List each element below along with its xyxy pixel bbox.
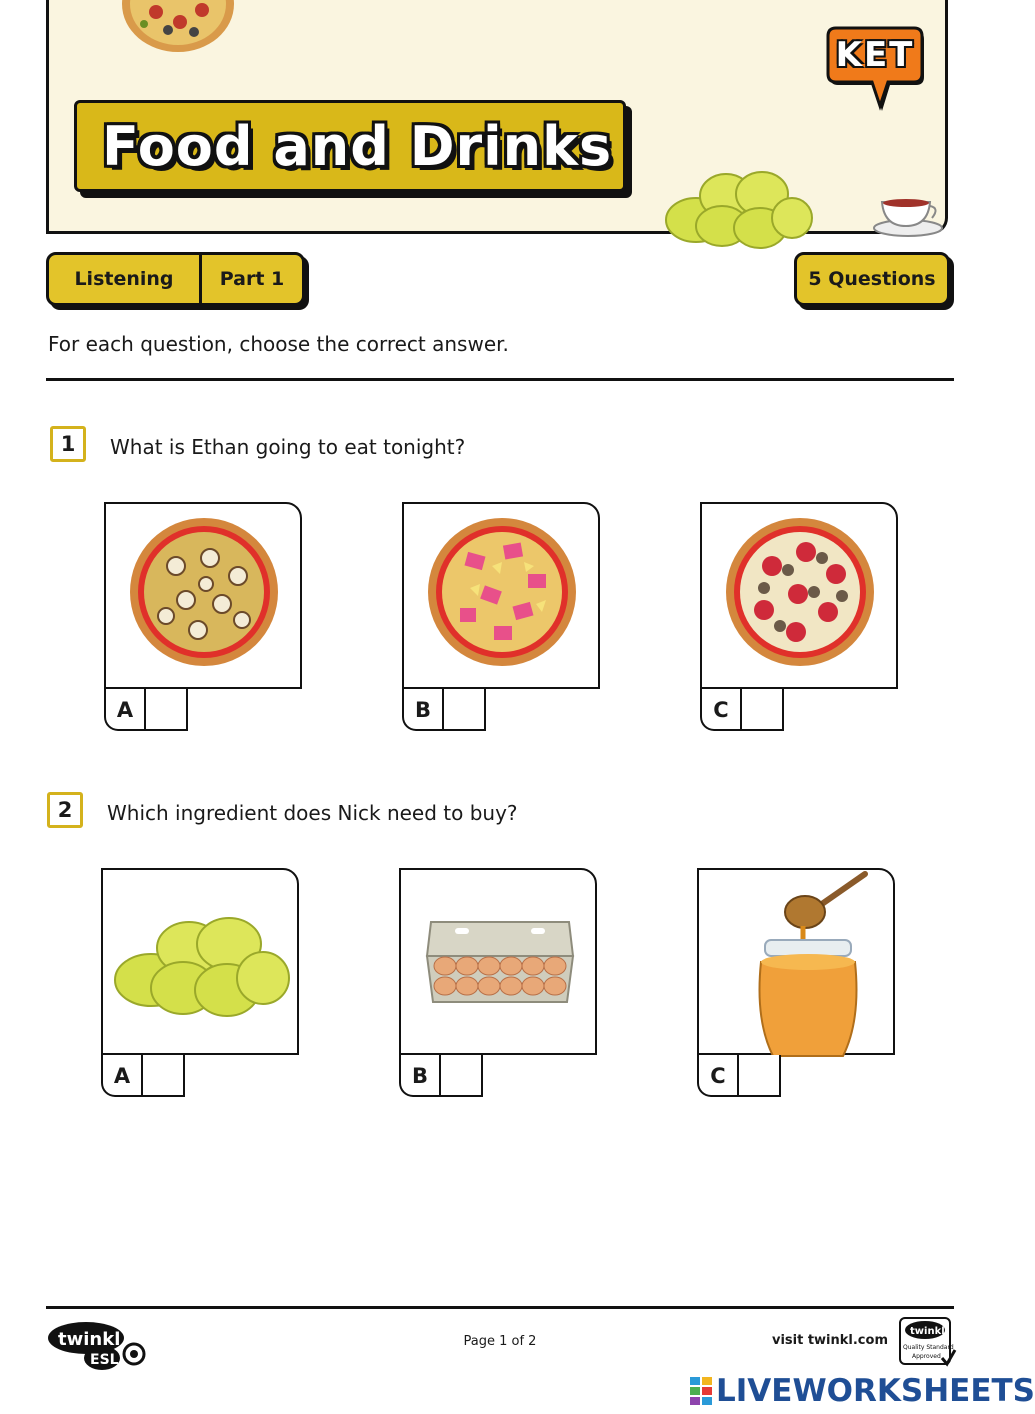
answer-checkbox[interactable] — [146, 689, 188, 731]
lemons-icon — [103, 870, 301, 1057]
eggs-carton-icon — [401, 870, 599, 1057]
option-card[interactable] — [399, 868, 597, 1055]
honey-jar-icon — [699, 870, 897, 1057]
svg-text:ESL: ESL — [90, 1352, 119, 1368]
instructions: For each question, choose the correct answer. — [48, 332, 509, 356]
page-title: Food and Drinks — [102, 115, 613, 178]
divider — [46, 378, 954, 381]
pepperoni-pizza-icon — [702, 504, 900, 691]
option-label: C — [697, 1055, 739, 1097]
answer-checkbox[interactable] — [441, 1055, 483, 1097]
visit-link[interactable]: visit twinkl.com — [771, 1333, 888, 1348]
answer-checkbox[interactable] — [739, 1055, 781, 1097]
footer-divider — [46, 1306, 954, 1309]
tab-listening: Listening — [46, 252, 202, 306]
option-label: A — [104, 689, 146, 731]
question-number: 1 — [50, 426, 86, 462]
option-card[interactable] — [700, 502, 898, 689]
option-card[interactable] — [697, 868, 895, 1055]
pizza-icon — [120, 0, 238, 54]
page-number: Page 1 of 2 — [463, 1334, 537, 1349]
svg-text:twinkl: twinkl — [58, 1329, 121, 1350]
answer-checkbox[interactable] — [742, 689, 784, 731]
questions-count-badge: 5 Questions — [794, 252, 950, 306]
question-number: 2 — [47, 792, 83, 828]
question-text: Which ingredient does Nick need to buy? — [107, 801, 518, 825]
quality-standard-badge — [898, 1316, 956, 1366]
option-label: A — [101, 1055, 143, 1097]
svg-text:Quality Standard: Quality Standard — [903, 1344, 954, 1351]
svg-text:twinkl: twinkl — [910, 1326, 945, 1337]
question-text: What is Ethan going to eat tonight? — [110, 435, 466, 459]
tab-part: Part 1 — [199, 252, 305, 306]
option-card[interactable] — [104, 502, 302, 689]
liveworksheets-icon — [690, 1377, 714, 1405]
answer-checkbox[interactable] — [444, 689, 486, 731]
option-card[interactable] — [402, 502, 600, 689]
teacup-icon — [872, 192, 944, 238]
twinkl-logo-icon — [46, 1320, 150, 1372]
liveworksheets-watermark: LIVEWORKSHEETS — [716, 1373, 1035, 1409]
option-label: B — [399, 1055, 441, 1097]
option-label: C — [700, 689, 742, 731]
twinkl-esl-logo — [46, 1320, 150, 1372]
answer-checkbox[interactable] — [143, 1055, 185, 1097]
lemons-icon — [666, 168, 816, 248]
ham-pineapple-pizza-icon — [404, 504, 602, 691]
option-label: B — [402, 689, 444, 731]
ket-badge: KET — [835, 35, 915, 75]
svg-text:Approved: Approved — [912, 1353, 941, 1360]
option-card[interactable] — [101, 868, 299, 1055]
mushroom-pizza-icon — [106, 504, 304, 691]
